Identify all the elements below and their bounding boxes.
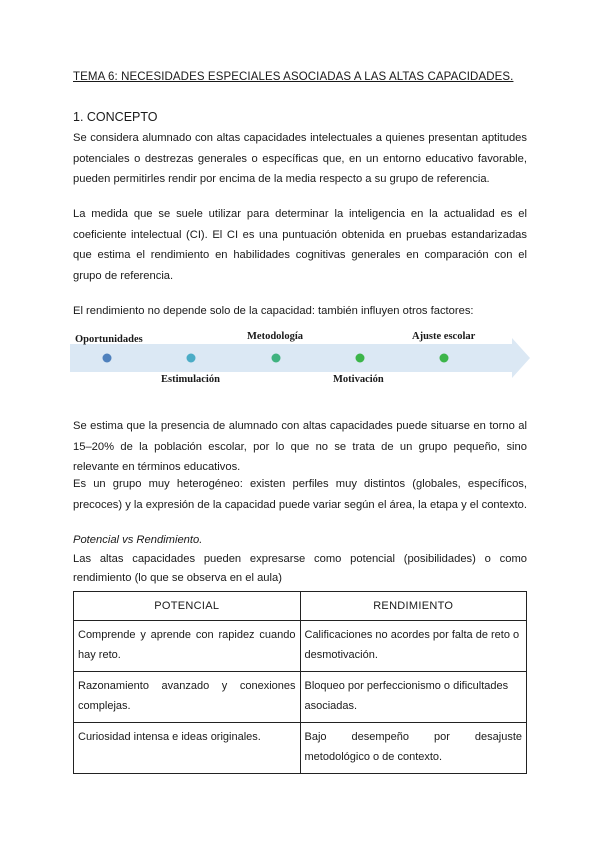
table-header-rendimiento: RENDIMIENTO	[300, 592, 527, 621]
table-cell: Bloqueo por perfeccionismo o dificultades asociadas.	[300, 672, 527, 723]
timeline-dot-estimulacion	[187, 354, 196, 363]
timeline-dot-oportunidades	[103, 354, 112, 363]
timeline-dot-ajuste	[440, 354, 449, 363]
table-row	[74, 723, 527, 774]
paragraph-definition: Se considera alumnado con altas capacidades intelectuales a quienes presentan aptitudes potenciales o destrezas generales o específicas que, en un entorno educativo favorable, pueden permitirles rendir por encima de la media respecto a su grupo de referencia.	[73, 132, 527, 185]
table-cell: Razonamiento avanzado y conexiones complejas.	[74, 672, 301, 723]
timeline-label-motivacion: Motivación	[333, 374, 384, 385]
subheading-potencial-vs-rendimiento: Potencial vs Rendimiento.	[73, 534, 203, 546]
table-cell: Bajo desempeño por desajuste metodológico o de contexto.	[300, 723, 527, 774]
paragraph-factors-intro: El rendimiento no depende solo de la capacidad: también influyen otros factores:	[73, 305, 474, 317]
table-row	[74, 621, 527, 672]
timeline-dot-metodologia	[272, 354, 281, 363]
paragraph-heterogeneity: Es un grupo muy heterogéneo: existen perfiles muy distintos (globales, específicos, precoces) y la expresión de la capacidad puede variar según el área, la etapa y el contexto.	[73, 478, 527, 511]
timeline-label-ajuste-escolar: Ajuste escolar	[412, 331, 476, 342]
timeline-dot-motivacion	[356, 354, 365, 363]
section-heading: 1. CONCEPTO	[73, 110, 158, 124]
table-cell: Comprende y aprende con rapidez cuando hay reto.	[74, 621, 301, 672]
table-cell: Calificaciones no acordes por falta de reto o desmotivación.	[300, 621, 527, 672]
timeline-label-oportunidades: Oportunidades	[75, 334, 143, 345]
table-row	[74, 672, 527, 723]
table-cell: Curiosidad intensa e ideas originales.	[74, 723, 301, 774]
factors-timeline	[70, 330, 532, 390]
timeline-label-estimulacion: Estimulación	[161, 374, 220, 385]
paragraph-prevalence: Se estima que la presencia de alumnado con altas capacidades puede situarse en torno al 15–20% de la población escolar, por lo que no se trata de un grupo pequeño, sino relevante en términos educativos.	[73, 420, 527, 473]
table-header-potencial: POTENCIAL	[74, 592, 301, 621]
timeline-label-metodologia: Metodología	[247, 331, 303, 342]
paragraph-ci: La medida que se suele utilizar para determinar la inteligencia en la actualidad es el coeficiente intelectual (CI). El CI es una puntuación obtenida en pruebas estandarizadas que estima el rendimiento en habilidades cognitivas generales en comparación con el grupo de referencia.	[73, 208, 527, 282]
paragraph-table-intro: Las altas capacidades pueden expresarse como potencial (posibilidades) o como rendimiento (lo que se observa en el aula)	[73, 553, 527, 584]
table-header-row	[74, 592, 527, 621]
document-title: TEMA 6: NECESIDADES ESPECIALES ASOCIADAS A LAS ALTAS CAPACIDADES.	[73, 71, 514, 83]
comparison-table	[73, 591, 527, 774]
